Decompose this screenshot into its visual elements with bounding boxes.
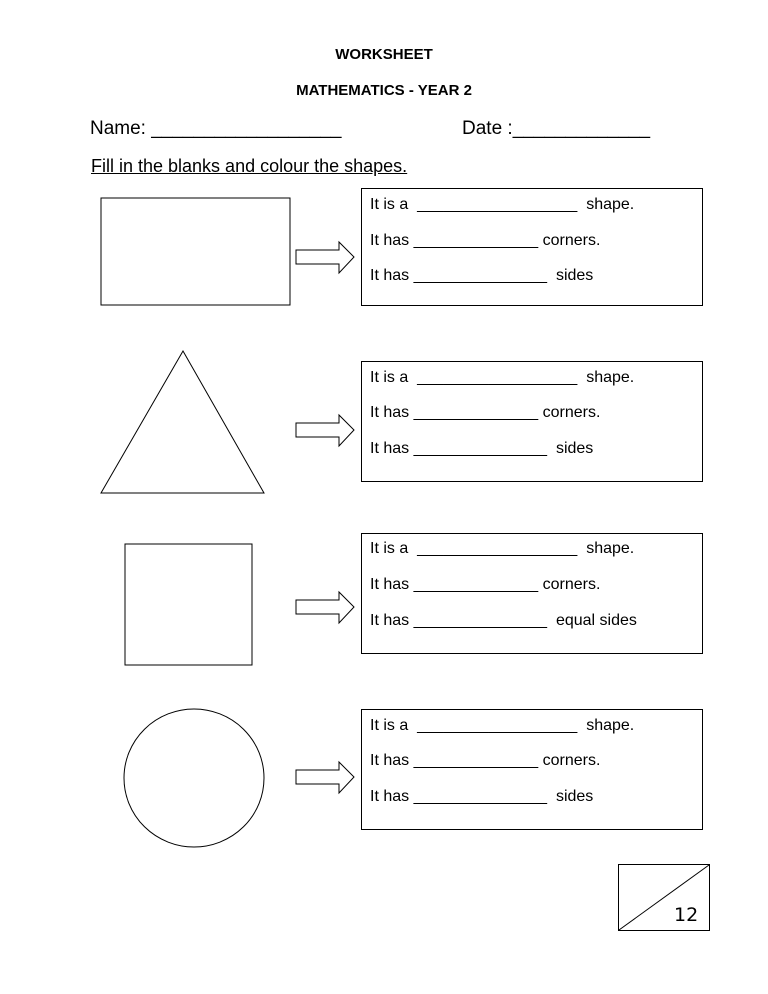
arrow-right-icon	[295, 590, 357, 626]
worksheet-subtitle: MATHEMATICS - YEAR 2	[296, 82, 472, 99]
arrow-right-icon	[295, 760, 357, 796]
name-field[interactable]: Name: __________________	[90, 118, 342, 139]
shape-name-blank[interactable]: It is a __________________ shape.	[370, 540, 635, 557]
shape-name-blank[interactable]: It is a __________________ shape.	[370, 196, 635, 213]
date-field[interactable]: Date :_____________	[462, 118, 651, 139]
arrow-right-icon	[295, 413, 357, 449]
sides-blank[interactable]: It has _______________ sides	[370, 440, 594, 457]
arrow-right-icon	[295, 240, 357, 276]
question-box-4	[361, 709, 703, 830]
square-shape[interactable]	[124, 543, 254, 667]
circle-shape[interactable]	[122, 707, 268, 851]
sides-blank[interactable]: It has _______________ sides	[370, 267, 594, 284]
corners-blank[interactable]: It has ______________ corners.	[370, 752, 601, 769]
worksheet-title: WORKSHEET	[335, 46, 433, 63]
score-total: 12	[674, 904, 699, 926]
question-box-1	[361, 188, 703, 306]
corners-blank[interactable]: It has ______________ corners.	[370, 232, 601, 249]
shape-name-blank[interactable]: It is a __________________ shape.	[370, 717, 635, 734]
question-box-3	[361, 533, 703, 654]
shape-name-blank[interactable]: It is a __________________ shape.	[370, 369, 635, 386]
question-box-2	[361, 361, 703, 482]
corners-blank[interactable]: It has ______________ corners.	[370, 404, 601, 421]
corners-blank[interactable]: It has ______________ corners.	[370, 576, 601, 593]
instruction-text: Fill in the blanks and colour the shapes.	[91, 156, 408, 176]
sides-blank[interactable]: It has _______________ equal sides	[370, 612, 637, 629]
sides-blank[interactable]: It has _______________ sides	[370, 788, 594, 805]
triangle-shape[interactable]	[100, 350, 266, 496]
rectangle-shape[interactable]	[100, 197, 292, 307]
